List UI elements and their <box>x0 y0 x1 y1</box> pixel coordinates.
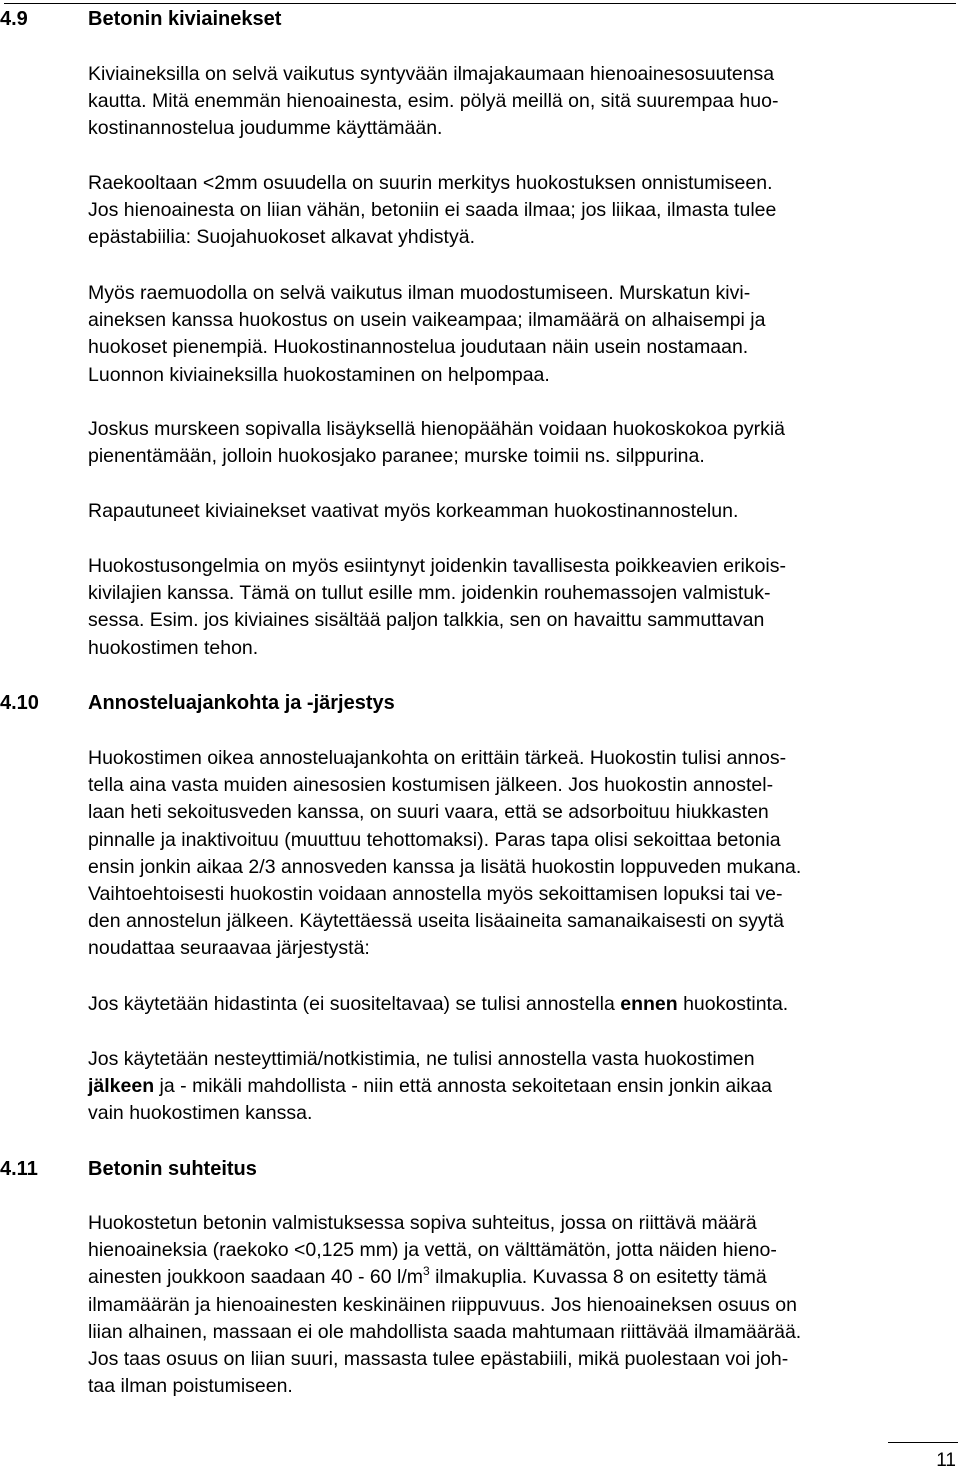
text-line: pienentämään, jolloin huokosjako paranee; murske toimii ns. silppurina. <box>88 445 705 468</box>
superscript: 3 <box>422 1264 430 1279</box>
text-line: huokostimen tehon. <box>88 636 259 659</box>
text-line: Joskus murskeen sopivalla lisäyksellä hienopäähän voidaan huokoskokoa pyrkiä <box>88 418 785 440</box>
paragraph <box>88 280 765 389</box>
text-line: Luonnon kiviaineksilla huokostaminen on helpompaa. <box>88 363 550 386</box>
paragraph <box>88 416 785 470</box>
text-line: Vaihtoehtoisesti huokostin voidaan annostella myös sekoittamisen lopuksi tai ve- <box>88 882 783 905</box>
text-line: kautta. Mitä enemmän hienoainesta, esim. pölyä meillä on, sitä suurempaa huo- <box>88 90 779 113</box>
text-line: Raekooltaan <2mm osuudella on suurin merkitys huokostuksen onnistumiseen. <box>88 172 773 194</box>
text-line: liian alhainen, massaan ei ole mahdollista saada mahtumaan riittävää ilmamäärää. <box>88 1320 802 1343</box>
text-line: ensin jonkin aikaa 2/3 annosveden kanssa ja lisätä huokostin loppuveden mukana. <box>88 855 802 878</box>
section-number: 4.10 <box>0 692 39 714</box>
text-line: taa ilman poistumiseen. <box>88 1375 293 1398</box>
text-line: Huokostimen oikea annosteluajankohta on erittäin tärkeä. Huokostin tulisi annos- <box>88 747 787 769</box>
text-line: tella aina vasta muiden ainesosien kostumisen jälkeen. Jos huokostin annostel- <box>88 774 774 797</box>
section-number: 4.9 <box>0 8 28 30</box>
section-title: Betonin kiviainekset <box>88 8 282 30</box>
paragraph <box>88 61 778 143</box>
text-line: hienoaineksia (raekoko <0,125 mm) ja vettä, on välttämätön, jotta näiden hieno- <box>88 1239 777 1262</box>
text-line: Huokostusongelmia on myös esiintynyt joidenkin tavallisesta poikkeavien erikois- <box>88 555 787 577</box>
text-line: epästabiilia: Suojahuokoset alkavat yhdistyä. <box>88 226 475 249</box>
text-line: den annostelun jälkeen. Käytettäessä useita lisäaineita samanaikaisesti on syytä <box>88 910 784 933</box>
paragraph <box>88 498 738 525</box>
text-line: jälkeen ja - mikäli mahdollista - niin että annosta sekoitetaan ensin jonkin aikaa <box>88 1075 772 1098</box>
text-line: pinnalle ja inaktivoituu (muuttuu tehottomaksi). Paras tapa olisi sekoittaa betonia <box>88 828 781 851</box>
text-line: huokoset pienempiä. Huokostinannostelua joudutaan näin usein nostamaan. <box>88 336 749 359</box>
paragraph <box>88 553 786 662</box>
text-line: Jos käytetään hidastinta (ei suositeltavaa) se tulisi annostella ennen huokostinta. <box>88 993 789 1015</box>
text-line: Myös raemuodolla on selvä vaikutus ilman muodostumiseen. Murskatun kivi- <box>88 282 751 304</box>
order-rule-retarder <box>88 991 788 1018</box>
text-line: kivilajien kanssa. Tämä on tullut esille mm. joidenkin rouhemassojen valmistuk- <box>88 582 771 605</box>
text-line: ainesten joukkoon saadaan 40 - 60 $l/m^3$ ilmakuplia. Kuvassa 8 on esitetty tämä <box>88 1264 767 1289</box>
text-line: Jos taas osuus on liian suuri, massasta tulee epästabiili, mikä puolestaan voi joh- <box>88 1347 789 1370</box>
section-number: 4.11 <box>0 1158 38 1180</box>
text-line: ilmamäärän ja hienoainesten keskinäinen riippuvuus. Jos hienoaineksen osuus on <box>88 1293 797 1316</box>
text-line: noudattaa seuraavaa järjestystä: <box>88 937 370 960</box>
text-line: Kiviaineksilla on selvä vaikutus syntyvään ilmajakaumaan hienoainesosuutensa <box>88 63 775 85</box>
section-title: Annosteluajankohta ja -järjestys <box>88 692 395 714</box>
paragraph <box>88 1210 801 1400</box>
text-line: vain huokostimen kanssa. <box>88 1102 313 1125</box>
emphasis-ennen: ennen <box>620 993 678 1015</box>
text-line: Huokostetun betonin valmistuksessa sopiva suhteitus, jossa on riittävä määrä <box>88 1212 757 1234</box>
text-line: laan heti sekoitusveden kanssa, on suuri vaara, että se adsorboituu hiukkasten <box>88 801 769 824</box>
text-line: aineksen kanssa huokostus on usein vaikeampaa; ilmamäärä on alhaisempi ja <box>88 309 766 332</box>
text-line: kostinannostelua joudumme käyttämään. <box>88 117 443 140</box>
header-rule <box>4 3 956 4</box>
page-number: 11 <box>936 1450 956 1471</box>
text-line: Rapautuneet kiviainekset vaativat myös korkeamman huokostinannostelun. <box>88 500 739 522</box>
text-line: Jos hienoainesta on liian vähän, betoniin ei saada ilmaa; jos liikaa, ilmasta tulee <box>88 199 777 222</box>
paragraph <box>88 170 776 252</box>
footer-rule <box>888 1442 958 1443</box>
section-title: Betonin suhteitus <box>88 1158 257 1180</box>
text-line: Jos käytetään nesteyttimiä/notkistimia, ne tulisi annostella vasta huokostimen <box>88 1048 755 1070</box>
paragraph <box>88 745 801 963</box>
text-line: sessa. Esim. jos kiviaines sisältää paljon talkkia, sen on havaittu sammuttavan <box>88 609 765 632</box>
order-rule-plasticizer <box>88 1046 772 1128</box>
emphasis-jalkeen: jälkeen <box>88 1075 155 1098</box>
